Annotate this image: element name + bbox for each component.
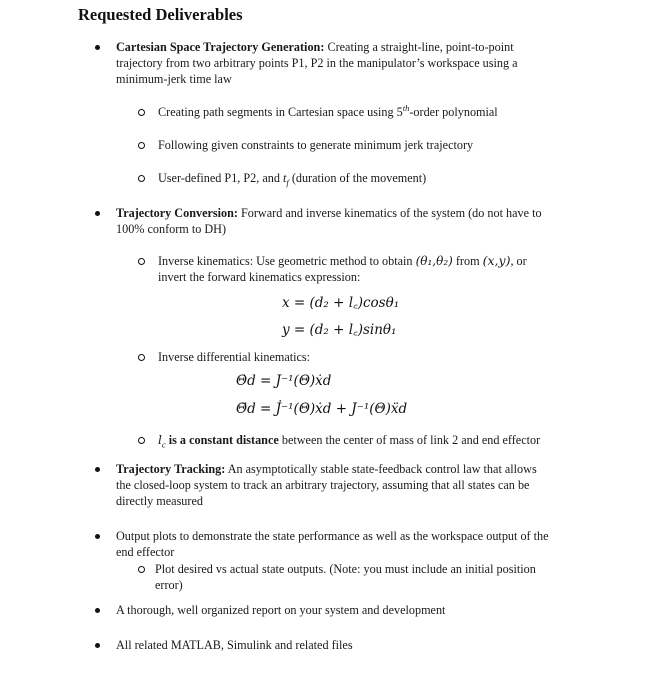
bullet-heading: Cartesian Space Trajectory Generation:: [116, 40, 325, 54]
bullet-text: trajectory from two arbitrary points P1, P2 in the manipulator’s workspace using a: [116, 56, 518, 70]
bullet-trajectory-tracking: [116, 461, 586, 509]
sub-bullet-lc-definition: [158, 432, 540, 448]
math-xy: (x,y): [482, 253, 511, 268]
sub-bullet-text: error): [155, 578, 183, 592]
equation-x: x = (d₂ + l꜀)cosθ₁: [282, 295, 400, 311]
math-variable: t: [283, 171, 287, 185]
bullet-text: An asymptotically stable state-feedback control law that allows: [227, 462, 537, 476]
sub-bullet-marker: [138, 566, 145, 573]
sub-bullet-inverse-kinematics: [158, 253, 568, 285]
sub-bullet-text: User-defined P1, P2, and: [158, 171, 283, 185]
sub-bullet-marker: [138, 142, 145, 149]
sub-bullet-text: , or: [510, 254, 527, 268]
sub-bullet-marker: [138, 258, 145, 265]
bullet-text: end effector: [116, 545, 175, 559]
sub-bullet-text: -order polynomial: [409, 105, 498, 119]
sub-bullet-marker: [138, 175, 145, 182]
bullet-report: A thorough, well organized report on your system and development: [116, 603, 446, 617]
math-variable: l: [158, 433, 162, 447]
bullet-text: Output plots to demonstrate the state performance as well as the workspace output of the: [116, 529, 549, 543]
sub-bullet-marker: [138, 109, 145, 116]
bullet-trajectory-conversion: [116, 205, 586, 237]
superscript: th: [402, 102, 410, 113]
sub-bullet-differential-kinematics: Inverse differential kinematics:: [158, 350, 311, 364]
bullet-marker: [95, 608, 100, 613]
math-subscript: f: [286, 177, 289, 188]
sub-bullet-text: invert the forward kinematics expression:: [158, 270, 361, 284]
sub-bullet-marker: [138, 437, 145, 444]
bullet-text: the closed-loop system to track an arbitrary trajectory, assuming that all states can be: [116, 478, 530, 492]
sub-bullet-text: from: [452, 254, 483, 268]
equation-theta-dot: Θ̇d = J⁻¹(Θ)ẋd: [236, 373, 332, 389]
sub-bullet-path-segments: [158, 104, 498, 120]
equation-theta-ddot: Θ̈d = J̇⁻¹(Θ)ẋd + J⁻¹(Θ)ẍd: [236, 401, 408, 417]
math-theta-pair: (θ₁,θ₂): [415, 254, 453, 268]
bullet-text: 100% conform to DH): [116, 222, 227, 236]
sub-bullet-text: between the center of mass of link 2 and end effector: [278, 433, 541, 447]
sub-bullet-constraints: Following given constraints to generate minimum jerk trajectory: [158, 138, 474, 152]
bullet-heading: Trajectory Conversion:: [116, 206, 238, 220]
bullet-marker: [95, 211, 100, 216]
bullet-output-plots: [116, 528, 596, 560]
sub-bullet-plot-desired: [155, 561, 575, 593]
sub-bullet-user-defined: [158, 170, 426, 186]
sub-bullet-text: Creating path segments in Cartesian space using 5: [158, 105, 403, 119]
bullet-files: All related MATLAB, Simulink and related files: [116, 638, 353, 652]
equation-y: y = (d₂ + l꜀)sinθ₁: [282, 322, 397, 338]
bullet-text: Forward and inverse kinematics of the system (do not have to: [241, 206, 542, 220]
bullet-cartesian-generation: [116, 39, 586, 87]
sub-bullet-text: Inverse kinematics: Use geometric method to obtain: [158, 254, 416, 268]
bullet-marker: [95, 643, 100, 648]
sub-bullet-marker: [138, 354, 145, 361]
emphasis-text: is a constant distance: [165, 433, 279, 447]
bullet-marker: [95, 45, 100, 50]
sub-bullet-text: Plot desired vs actual state outputs. (Note: you must include an initial position: [155, 562, 536, 576]
page-title: Requested Deliverables: [78, 5, 243, 24]
bullet-heading: Trajectory Tracking:: [116, 462, 226, 476]
bullet-marker: [95, 534, 100, 539]
math-subscript: c: [161, 439, 166, 450]
bullet-marker: [95, 467, 100, 472]
bullet-text: directly measured: [116, 494, 203, 508]
bullet-text: Creating a straight-line, point-to-point: [327, 40, 514, 54]
sub-bullet-text: (duration of the movement): [288, 171, 427, 185]
bullet-text: minimum-jerk time law: [116, 72, 232, 86]
